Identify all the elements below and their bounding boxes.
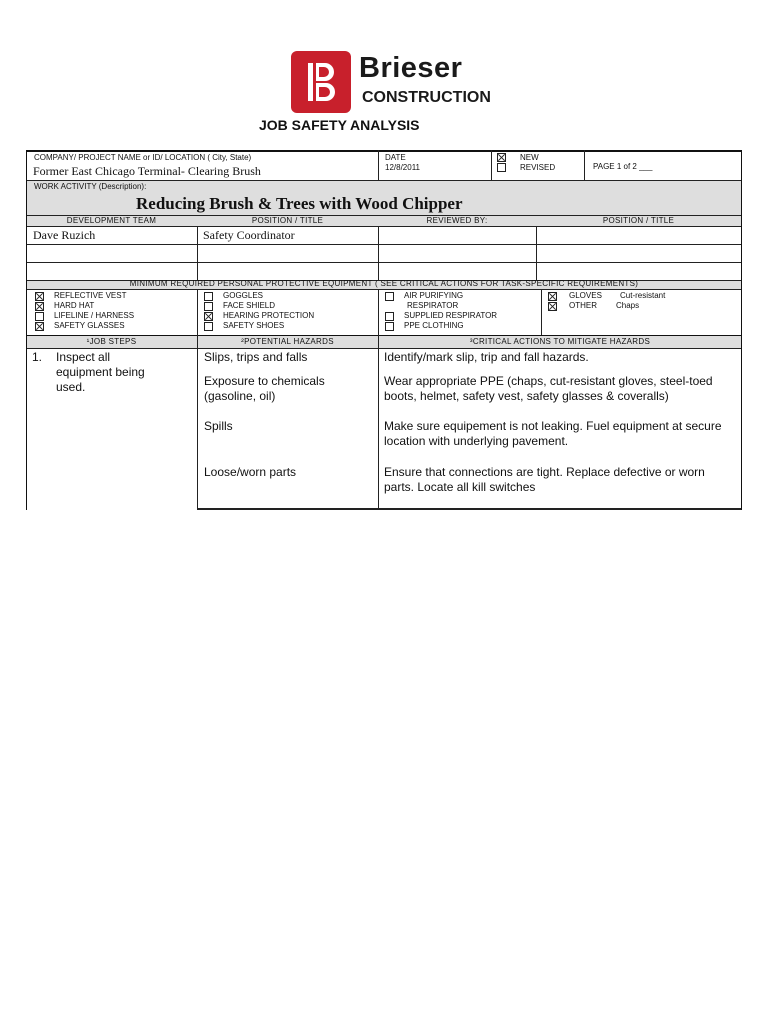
ppe-safety-glasses-label: SAFETY GLASSES <box>54 321 125 330</box>
step-text: Inspect all equipment being used. <box>56 350 145 394</box>
page-label: PAGE 1 of 2 ___ <box>593 162 653 171</box>
hazard-item: Slips, trips and falls <box>204 350 308 364</box>
ppe-gloves-note: Cut-resistant <box>620 291 666 300</box>
ppe-gloves-checkbox[interactable] <box>548 292 557 301</box>
action-item: Make sure equipement is not leaking. Fuel equipment at secure location with underlying pavement. <box>384 419 722 448</box>
action-item: Ensure that connections are tight. Replace defective or worn parts. Locate all kill switches <box>384 465 705 494</box>
ppe-hard-hat-checkbox[interactable] <box>35 302 44 311</box>
project-label: COMPANY/ PROJECT NAME or ID/ LOCATION ( City, State) <box>34 153 252 162</box>
team-member-name: Dave Ruzich <box>33 228 96 242</box>
ppe-other-checkbox[interactable] <box>548 302 557 311</box>
logo-b-icon <box>291 51 351 113</box>
project-value: Former East Chicago Terminal- Clearing Brush <box>33 164 261 178</box>
revised-checkbox[interactable] <box>497 163 506 172</box>
work-activity-value: Reducing Brush & Trees with Wood Chipper <box>136 194 463 213</box>
ppe-face-shield-checkbox[interactable] <box>204 302 213 311</box>
new-label: NEW <box>520 153 539 162</box>
jsa-form <box>26 150 742 510</box>
team-col-development: DEVELOPMENT TEAM <box>66 216 157 225</box>
step-number: 1. <box>32 350 43 364</box>
hazard-item: Loose/worn parts <box>204 465 297 479</box>
ppe-header: MINIMUM REQUIRED PERSONAL PROTECTIVE EQUIPMENT ( SEE CRITICAL ACTIONS FOR TASK-SPECIFIC REQUIREMENTS) <box>129 279 639 288</box>
team-col-position-2: POSITION / TITLE <box>602 216 675 225</box>
team-col-reviewed: REVIEWED BY: <box>426 216 488 225</box>
ppe-lifeline-label: LIFELINE / HARNESS <box>54 311 135 320</box>
new-checkbox[interactable] <box>497 153 506 162</box>
steps-col-hazards: ²POTENTIAL HAZARDS <box>241 337 334 346</box>
ppe-goggles-checkbox[interactable] <box>204 292 213 301</box>
ppe-reflective-vest-checkbox[interactable] <box>35 292 44 301</box>
ppe-goggles-label: GOGGLES <box>223 291 264 300</box>
brand-logo-mark <box>291 51 351 113</box>
ppe-air-purifying-label: AIR PURIFYING <box>404 291 464 300</box>
action-item: Wear appropriate PPE (chaps, cut-resistant gloves, steel-toed boots, helmet, safety vest, safety glasses & coveralls) <box>384 374 713 403</box>
revised-label: REVISED <box>520 163 556 172</box>
brand-subtitle: CONSTRUCTION <box>362 89 491 106</box>
ppe-other-note: Chaps <box>616 301 640 310</box>
ppe-lifeline-checkbox[interactable] <box>35 312 44 321</box>
ppe-other-label: OTHER <box>569 301 597 310</box>
document-title: JOB SAFETY ANALYSIS <box>259 117 420 133</box>
ppe-safety-shoes-label: SAFETY SHOES <box>223 321 285 330</box>
team-col-position: POSITION / TITLE <box>251 216 324 225</box>
team-member-title: Safety Coordinator <box>203 228 295 242</box>
steps-col-job-steps: ¹JOB STEPS <box>86 337 137 346</box>
ppe-supplied-respirator-label: SUPPLIED RESPIRATOR <box>404 311 498 320</box>
date-label: DATE <box>385 153 406 162</box>
ppe-hearing-checkbox[interactable] <box>204 312 213 321</box>
ppe-clothing-label: PPE CLOTHING <box>404 321 464 330</box>
date-value: 12/8/2011 <box>385 163 420 172</box>
ppe-supplied-respirator-checkbox[interactable] <box>385 312 394 321</box>
ppe-reflective-vest-label: REFLECTIVE VEST <box>54 291 127 300</box>
ppe-safety-shoes-checkbox[interactable] <box>204 322 213 331</box>
ppe-face-shield-label: FACE SHIELD <box>223 301 276 310</box>
ppe-gloves-label: GLOVES <box>569 291 602 300</box>
work-activity-label: WORK ACTIVITY (Description): <box>34 182 147 191</box>
hazard-item: Spills <box>204 419 233 433</box>
ppe-hard-hat-label: HARD HAT <box>54 301 95 310</box>
action-item: Identify/mark slip, trip and fall hazards. <box>384 350 589 364</box>
ppe-clothing-checkbox[interactable] <box>385 322 394 331</box>
ppe-hearing-label: HEARING PROTECTION <box>223 311 315 320</box>
brand-name: Brieser <box>359 52 463 84</box>
ppe-respirator-label: RESPIRATOR <box>407 301 459 310</box>
ppe-safety-glasses-checkbox[interactable] <box>35 322 44 331</box>
hazard-item: Exposure to chemicals (gasoline, oil) <box>204 374 325 403</box>
steps-col-actions: ³CRITICAL ACTIONS TO MITIGATE HAZARDS <box>469 337 651 346</box>
ppe-air-purifying-checkbox[interactable] <box>385 292 394 301</box>
